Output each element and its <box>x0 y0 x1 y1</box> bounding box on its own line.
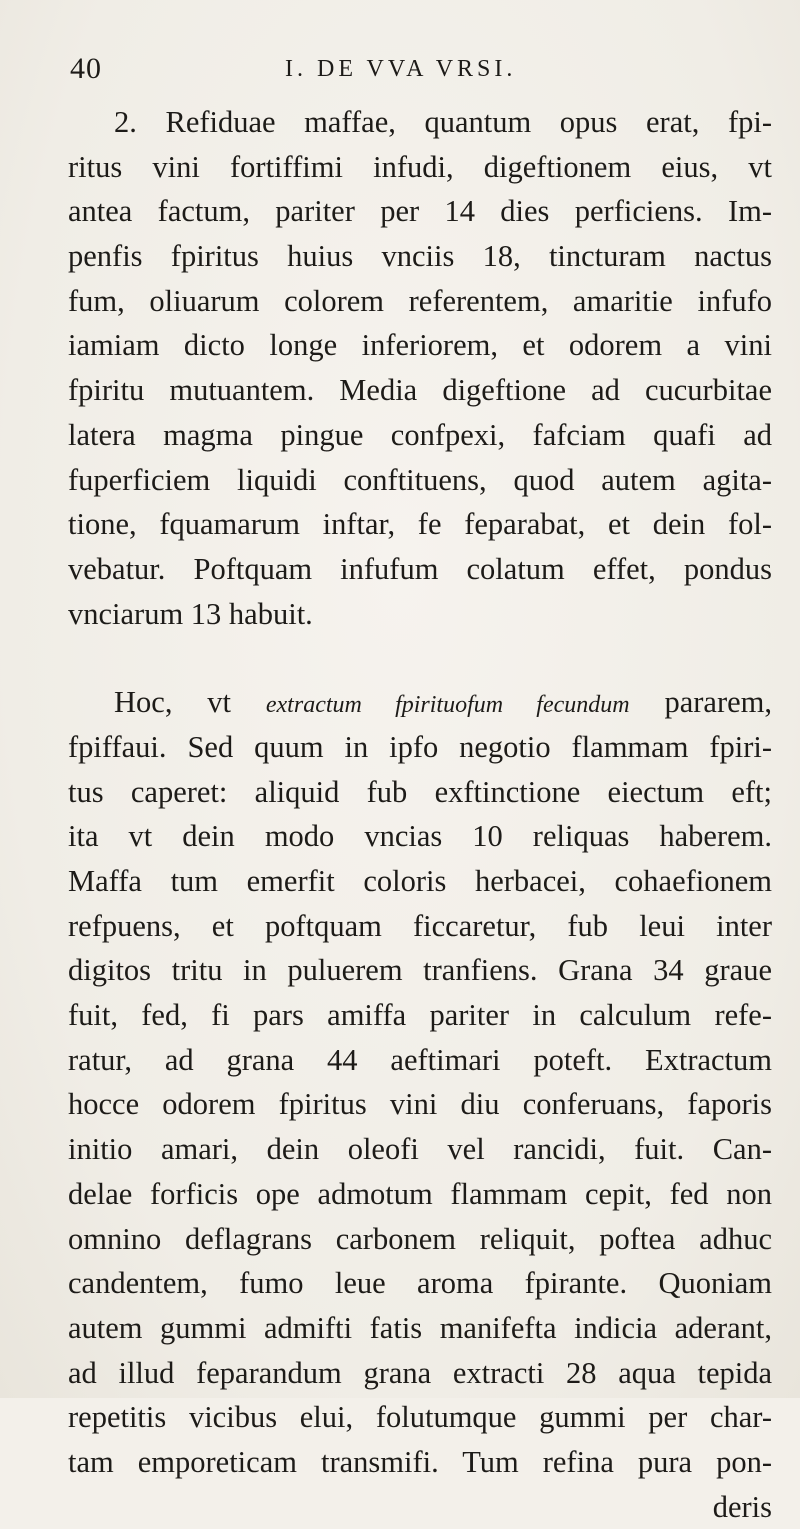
text-line: fum, oliuarum colorem referentem, amaritie infufo <box>68 283 772 318</box>
italic-phrase: extractum fpirituofum fecundum <box>265 692 630 719</box>
text-line: refpuens, et poftquam ficcaretur, fub leui inter <box>68 908 772 943</box>
text-line-with-italic <box>68 680 772 725</box>
text-line: iamiam dicto longe inferiorem, et odorem a vini <box>68 328 772 363</box>
text-line: ratur, ad grana 44 aeftimari poteft. Extractum <box>68 1042 772 1077</box>
text-line: ritus vini fortiffimi infudi, digeftionem eius, vt <box>68 149 772 184</box>
text-line: autem gummi admifti fatis manifefta indicia aderant, <box>68 1310 772 1345</box>
text-line: fpiritu mutuantem. Media digeftione ad cucurbitae <box>68 373 772 408</box>
page-number: 40 <box>70 52 102 85</box>
text-line: ita vt dein modo vncias 10 reliquas haberem. <box>68 819 772 854</box>
text-line: digitos tritu in puluerem tranfiens. Grana 34 graue <box>68 953 772 988</box>
text-line: Maffa tum emerfit coloris herbacei, cohaefionem <box>68 864 772 898</box>
text-line: hocce odorem fpiritus vini diu conferuans, faporis <box>68 1087 772 1122</box>
running-head: I. DE VVA VRSI. <box>285 56 517 82</box>
text-line: fuit, fed, fi pars amiffa pariter in calculum refe- <box>68 998 772 1033</box>
text-line: ad illud feparandum grana extracti 28 aqua tepida <box>68 1355 772 1390</box>
paragraph-gap <box>68 636 772 680</box>
text-line: candentem, fumo leue aroma fpirante. Quoniam <box>68 1266 772 1301</box>
text-run: pararem, <box>629 685 773 720</box>
text-line: tam emporeticam transmifi. Tum refina pura pon- <box>68 1444 772 1479</box>
text-line: delae forficis ope admotum flammam cepit, fed non <box>68 1176 772 1211</box>
text-line: latera magma pingue confpexi, fafciam quafi ad <box>68 417 772 452</box>
text-line: 2. Refiduae maffae, quantum opus erat, fpi- <box>114 105 772 139</box>
body-text <box>68 100 772 1529</box>
page-header <box>70 48 760 96</box>
text-line: omnino deflagrans carbonem reliquit, poftea adhuc <box>68 1221 772 1256</box>
text-line: fpiffaui. Sed quum in ipfo negotio flammam fpiri- <box>68 729 772 764</box>
text-line: fuperficiem liquidi conftituens, quod autem agita- <box>68 462 772 497</box>
text-line: tione, fquamarum inftar, fe feparabat, et dein fol- <box>68 507 772 542</box>
text-line: penfis fpiritus huius vnciis 18, tincturam nactus <box>68 239 772 274</box>
text-line: tus caperet: aliquid fub exftinctione eiectum eft; <box>68 774 772 809</box>
text-line: vnciarum 13 habuit. <box>68 596 313 631</box>
text-line: vebatur. Poftquam infufum colatum effet, pondus <box>68 551 772 586</box>
text-line: antea factum, pariter per 14 dies perficiens. Im- <box>68 194 772 229</box>
paragraph-2 <box>68 680 772 1529</box>
catchword: deris <box>712 1489 772 1524</box>
paragraph-1 <box>68 100 772 636</box>
text-line: initio amari, dein oleofi vel rancidi, fuit. Can- <box>68 1132 772 1167</box>
text-run: Hoc, vt <box>114 685 266 720</box>
text-line: repetitis vicibus elui, folutumque gummi per char- <box>68 1400 772 1435</box>
